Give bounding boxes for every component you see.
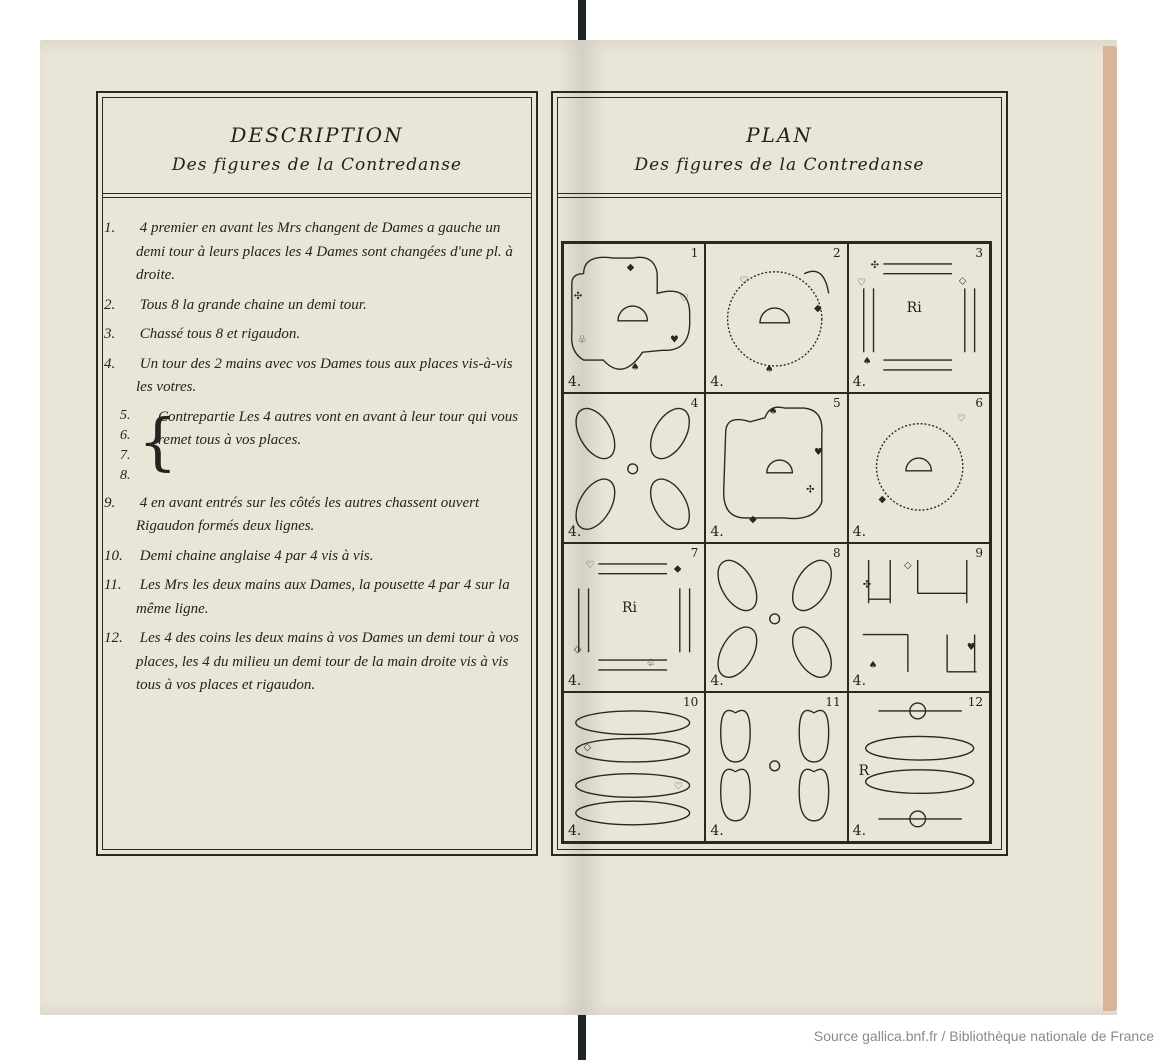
figure-four-label: 4. [710,523,724,540]
figure-cell [563,543,705,693]
svg-text:♥: ♥ [814,446,824,458]
description-frame [96,91,538,856]
figure-number: 10 [683,695,699,710]
svg-text:✣: ✣ [862,578,871,590]
list-item: 9. 4 en avant entrés sur les côtés les autres chassent ouvert Rigaudon formés deux lignes. [104,494,480,534]
dance-figure-diagram [849,544,989,692]
figure-four-label: 4. [568,523,582,540]
plan-subtitle: Des figures de la Contredanse [634,155,925,175]
figure-number: 12 [967,695,983,710]
figure-cell [705,692,847,842]
figure-number: 11 [825,695,841,710]
dance-figure-diagram [564,544,704,692]
figure-four-label: 4. [568,823,582,839]
svg-text:◇: ◇ [903,559,912,571]
svg-text:◇: ◇ [958,275,967,287]
figure-number: 9 [975,545,983,560]
svg-text:♠: ♠ [769,405,778,417]
figure-four-label: 4. [852,373,867,390]
figure-cell [848,393,990,543]
dance-figure-diagram [706,244,846,392]
figure-cell [848,692,990,842]
dance-figure-diagram [849,394,989,542]
svg-text:♧: ♧ [577,334,587,346]
figure-cell [563,243,705,393]
svg-text:◆: ◆ [814,303,822,315]
dance-figure-diagram [849,244,989,392]
figure-cell [705,393,847,543]
svg-text:◆: ◆ [673,563,682,575]
dance-figure-diagram [706,544,846,692]
figure-label: Ri [622,599,638,616]
dance-figure-diagram [564,244,704,392]
header-rule [557,193,1002,198]
plan-title: PLAN [746,123,813,147]
figure-label: Ri [906,300,922,316]
group-numbers: 5. 6. 7. 8. [120,407,131,483]
svg-text:♡: ♡ [585,559,595,571]
figure-four-label: 4. [710,823,724,839]
figure-number: 1 [690,246,699,260]
dance-figure-diagram [706,394,846,542]
description-subtitle: Des figures de la Contredanse [172,155,462,175]
svg-text:♥: ♥ [966,641,976,653]
figure-grid [561,241,992,844]
list-item: 3. Chassé tous 8 et rigaudon. [104,326,301,342]
grouped-items: 5. 6. 7. 8. { Contrepartie Les 4 autres vont en avant à leur tour qui vous remet tous à vos places. [120,406,530,486]
source-attribution: Source gallica.bnf.fr / Bibliothèque nationale de France [813,1028,1154,1044]
dance-figure-diagram [564,693,704,841]
svg-text:◇: ◇ [583,742,592,754]
dance-figure-diagram [849,693,989,841]
list-item: 4. Un tour des 2 mains avec vos Dames tous aux places vis-à-vis les votres. [104,355,513,395]
svg-text:✣: ✣ [573,291,583,303]
list-item: 10. Demi chaine anglaise 4 par 4 vis à vis. [104,547,374,564]
dance-figure-diagram [706,693,846,841]
svg-text:♠: ♠ [868,659,878,671]
svg-text:♥: ♥ [669,334,679,346]
figure-four-label: 4. [852,823,867,839]
svg-text:♡: ♡ [856,277,866,289]
svg-text:◆: ◆ [749,513,758,525]
figure-number: 4 [690,395,699,410]
figure-cell [705,243,847,393]
figure-label: R [858,763,870,780]
list-item: 12. Les 4 des coins les deux mains à vos Dames un demi tour à vos places, les 4 du milieu un demi tour de la main droite vis à vis tous à vos places et rigaudon. [104,630,519,693]
figure-cell [848,543,990,693]
svg-text:◆: ◆ [626,261,635,273]
svg-text:♡: ♡ [673,781,683,793]
list-item: 11. Les Mrs les deux mains aux Dames, la pousette 4 par 4 sur la même ligne. [104,577,510,617]
figure-number: 6 [975,395,983,410]
figure-cell [848,243,990,393]
description-title: DESCRIPTION [230,123,404,147]
svg-text:✣: ✣ [870,259,879,271]
figure-four-label: 4. [852,673,867,690]
svg-text:◇: ◇ [573,643,582,655]
figure-number: 8 [833,545,841,560]
figure-four-label: 4. [852,523,867,540]
description-list [104,217,530,704]
svg-text:✣: ✣ [806,484,815,496]
figure-number: 7 [690,545,699,560]
page-edge [1103,46,1117,1011]
svg-text:◆: ◆ [878,493,886,505]
figure-number: 2 [833,246,841,260]
figure-four-label: 4. [710,373,724,390]
svg-text:♧: ♧ [646,657,656,669]
figure-cell [563,692,705,842]
dance-figure-diagram [564,394,704,542]
figure-four-label: 4. [568,673,582,690]
list-item: 2. Tous 8 la grande chaine un demi tour. [104,296,367,313]
figure-four-label: 4. [710,673,724,690]
figure-cell [705,543,847,693]
figure-cell [563,393,705,543]
figure-four-label: 4. [568,373,582,390]
svg-text:♡: ♡ [956,413,966,425]
figure-number: 3 [975,246,983,260]
svg-text:♡: ♡ [679,293,689,305]
brace-icon: { [138,404,178,478]
svg-text:♠: ♠ [862,355,872,367]
svg-text:♠: ♠ [765,363,775,375]
header-rule [102,193,532,198]
svg-text:♡: ♡ [739,275,749,287]
svg-text:♠: ♠ [630,361,640,373]
figure-number: 5 [833,395,841,410]
plan-frame [551,91,1008,856]
list-item: 1. 4 premier en avant les Mrs changent de Dames a gauche un demi tour à leurs places les 4 Dames sont changées d'une pl. à droite. [104,220,513,283]
